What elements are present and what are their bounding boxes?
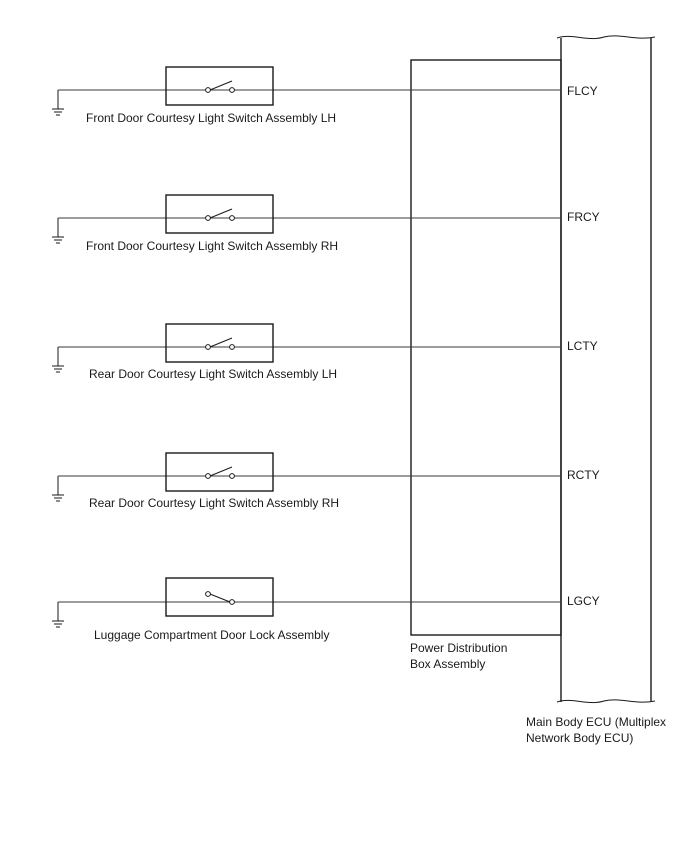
terminal-label: LCTY <box>567 339 598 353</box>
circuit-lgcy <box>52 578 600 642</box>
ground-symbol-icon <box>52 476 64 501</box>
ecu-label-line2: Network Body ECU) <box>526 731 634 745</box>
switch-contact-arm <box>210 209 232 218</box>
circuit-flcy <box>52 67 598 125</box>
switch-contact <box>230 600 235 605</box>
switch-contact <box>230 474 235 479</box>
switch-contact <box>230 216 235 221</box>
terminal-label: LGCY <box>567 594 600 608</box>
switch-contact-arm <box>210 594 230 602</box>
terminal-label: FRCY <box>567 210 600 224</box>
ground-symbol-icon <box>52 90 64 115</box>
switch-contact-arm <box>210 467 232 476</box>
switch-contact <box>206 216 211 221</box>
switch-contact <box>206 474 211 479</box>
ground-symbol-icon <box>52 218 64 243</box>
junction-box-label-line2: Box Assembly <box>410 657 486 671</box>
switch-contact <box>230 88 235 93</box>
switch-label: Luggage Compartment Door Lock Assembly <box>94 628 330 642</box>
main-body-ecu <box>526 36 666 745</box>
switch-label: Front Door Courtesy Light Switch Assembly RH <box>86 239 339 253</box>
switch-label: Rear Door Courtesy Light Switch Assembly RH <box>89 496 340 510</box>
switch-contact-arm <box>210 81 232 90</box>
terminal-label: RCTY <box>567 468 600 482</box>
switch-label: Front Door Courtesy Light Switch Assembly LH <box>86 111 337 125</box>
power-distribution-box <box>410 60 561 671</box>
junction-box-label-line1: Power Distribution <box>410 641 508 655</box>
ground-symbol-icon <box>52 602 64 627</box>
ground-symbol-icon <box>52 347 64 372</box>
switch-contact <box>230 345 235 350</box>
ecu-label-line1: Main Body ECU (Multiplex <box>526 715 667 729</box>
circuit-lcty <box>52 324 598 381</box>
switch-box <box>166 578 273 616</box>
terminal-label: FLCY <box>567 84 598 98</box>
switch-contact <box>206 88 211 93</box>
circuit-frcy <box>52 195 600 253</box>
switch-label: Rear Door Courtesy Light Switch Assembly LH <box>89 367 338 381</box>
switch-contact <box>206 345 211 350</box>
switch-contact-arm <box>210 338 232 347</box>
switch-contact <box>206 592 211 597</box>
circuit-rcty <box>52 453 600 510</box>
